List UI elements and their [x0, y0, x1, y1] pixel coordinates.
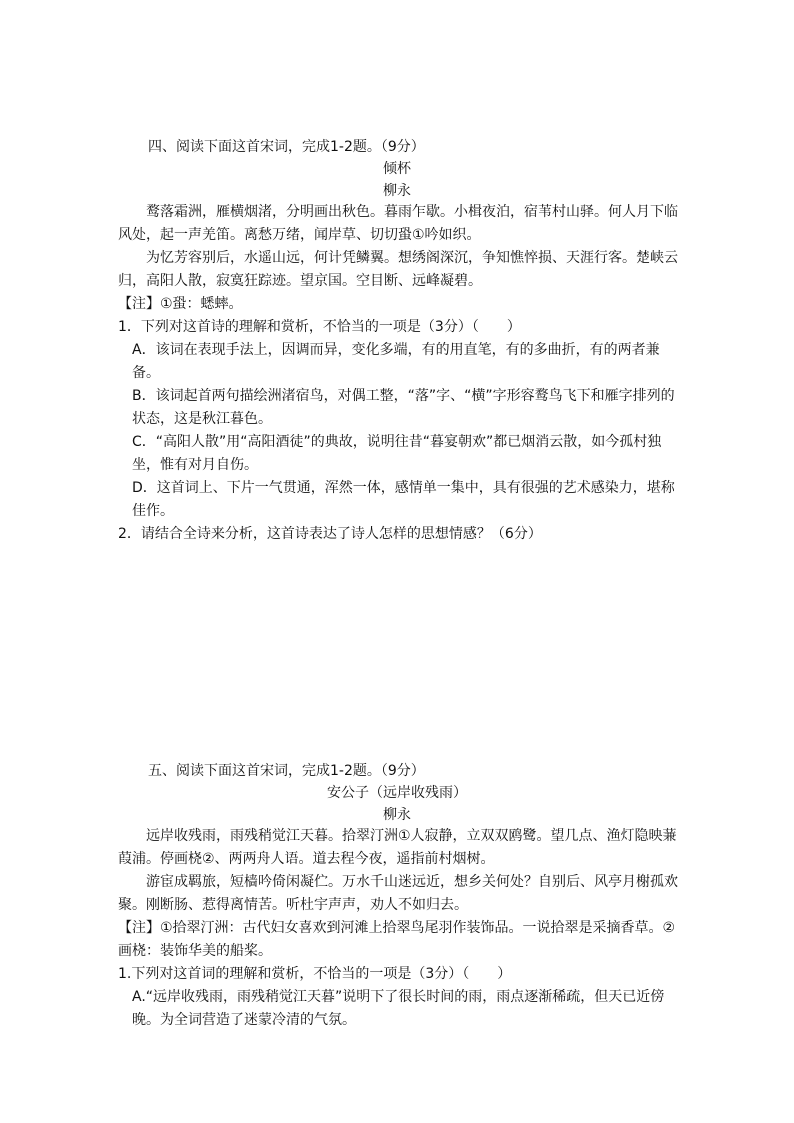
section5-heading: 五、阅读下面这首宋词，完成1-2题。（9分） [148, 763, 425, 779]
section4-poem-author: 柳永 [383, 183, 411, 199]
section4-option-d: D．这首词上、下片一气贯通，浑然一体，感情单一集中，具有很强的艺术感染力，堪称佳作。 [132, 480, 675, 519]
section5-body [118, 825, 678, 1032]
section5-question-1: 1.下列对这首词的理解和赏析，不恰当的一项是（3分）（ ） [118, 966, 512, 982]
section4-option-c: C．“高阳人散”用“高阳酒徒”的典故，说明往昔“暮宴朝欢”都已烟消云散，如今孤村独坐，惟有对月自伤。 [132, 434, 662, 473]
section4-option-a: A．该词在表现手法上，因调而异，变化多端，有的用直笔，有的多曲折，有的两者兼备。 [132, 342, 660, 381]
section4-note: 【注】①蛩：蟋蟀。 [118, 296, 243, 312]
section5-poem-author: 柳永 [383, 807, 411, 823]
section5-poem-title: 安公子（远岸收残雨） [327, 785, 467, 801]
section5-note: 【注】①拾翠汀洲：古代妇女喜欢到河滩上拾翠鸟尾羽作装饰品。一说拾翠是采摘香草。②画桡：装饰华美的船桨。 [118, 920, 676, 959]
section4-poem-stanza-1: 鹜落霜洲，雁横烟渚，分明画出秋色。暮雨乍歇。小楫夜泊，宿苇村山驿。何人月下临风处，起一声羌笛。离愁万绪，闻岸草、切切蛩①吟如织。 [118, 204, 678, 243]
section4-body [118, 201, 678, 546]
section4-option-b: B．该词起首两句描绘洲渚宿鸟，对偶工整，“落”字、“横”字形容鹜鸟飞下和雁字排列的状态，这是秋江暮色。 [132, 388, 675, 427]
section4-question-1: 1．下列对这首诗的理解和赏析，不恰当的一项是（3分）（ ） [118, 319, 521, 335]
section4-heading: 四、阅读下面这首宋词，完成1-2题。（9分） [148, 139, 425, 155]
section4-poem-stanza-2: 为忆芳容别后，水遥山远，何计凭鳞翼。想绣阁深沉，争知憔悴损、天涯行客。楚峡云归，高阳人散，寂寞狂踪迹。望京国。空目断、远峰凝碧。 [118, 250, 678, 289]
section5-option-a: A.“远岸收残雨，雨残稍觉江天暮”说明下了很长时间的雨，雨点逐渐稀疏，但天已近傍晚。为全词营造了迷蒙冷清的气氛。 [132, 989, 665, 1028]
section5-poem-stanza-1: 远岸收残雨，雨残稍觉江天暮。拾翠汀洲①人寂静，立双双鸥鹭。望几点、渔灯隐映蒹葭浦。停画桡②、两两舟人语。道去程今夜，遥指前村烟树。 [118, 828, 677, 867]
section4-poem-title: 倾杯 [383, 161, 411, 177]
section5-poem-stanza-2: 游宦成羁旅，短樯吟倚闲凝伫。万水千山迷远近，想乡关何处？自别后、风亭月榭孤欢聚。刚断肠、惹得离情苦。听杜宇声声，劝人不如归去。 [118, 874, 678, 913]
section4-question-2: 2．请结合全诗来分析，这首诗表达了诗人怎样的思想情感？（6分） [118, 526, 542, 542]
